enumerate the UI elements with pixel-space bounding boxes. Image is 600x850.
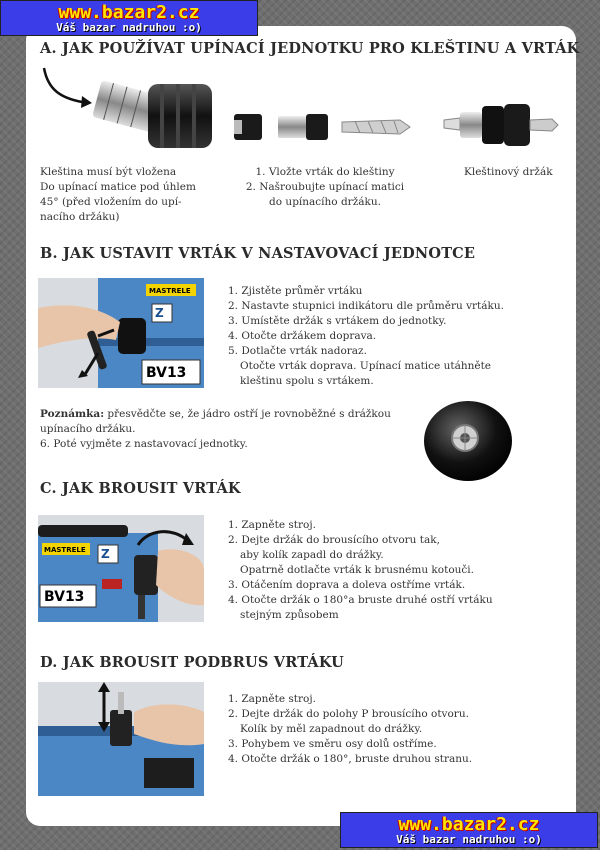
step-line: 2. Našroubujte upínací matici: [245, 181, 405, 193]
collet-holder-photo: [440, 100, 560, 150]
step-line: stejným způsobem: [240, 609, 339, 621]
step-line: 4. Otočte držákem doprava.: [228, 330, 377, 342]
step-line: 2. Nastavte stupnici indikátoru dle průměru vrtáku.: [228, 300, 504, 312]
step-line: kleštinu spolu s vrtákem.: [240, 375, 374, 387]
brand-label: MASTRELE: [44, 546, 86, 554]
section-d-steps: [228, 692, 472, 767]
step-line: Otočte vrták doprava. Upínací matice utáhněte: [240, 360, 492, 372]
step-line: Kolík by měl zapadnout do drážky.: [240, 723, 423, 735]
section-c-steps: [228, 518, 493, 623]
relief-grinding-photo: [38, 682, 204, 796]
machine-label: BV13: [146, 365, 187, 381]
caption-line: nacího držáku): [40, 211, 120, 223]
section-b-steps: [228, 284, 504, 389]
section-a-caption-left: [40, 165, 196, 225]
insert-arrow-icon: [44, 68, 82, 102]
step-line: 4. Otočte držák o 180°, bruste druhou stranu.: [228, 753, 473, 765]
section-c-title: C. JAK BROUSIT VRTÁK: [40, 480, 241, 497]
watermark-tagline: Váš bazar nadruhou :o): [396, 833, 542, 846]
step-line: 3. Umístěte držák s vrtákem do jednotky.: [228, 315, 447, 327]
step-line: 3. Pohybem ve směru osy dolů ostříme.: [228, 738, 437, 750]
section-b-note: [40, 407, 410, 452]
step-line: aby kolík zapadl do drážky.: [240, 549, 384, 561]
watermark-top: [0, 0, 258, 36]
section-a-caption-right: Kleštinový držák: [464, 166, 553, 178]
note-label: Poznámka:: [40, 408, 105, 420]
note-step: 6. Poté vyjměte z nastavovací jednotky.: [40, 438, 248, 450]
brand-label: MASTRELE: [149, 287, 191, 295]
step-line: 1. Zjistěte průměr vrtáku: [228, 285, 363, 297]
section-a-title: A. JAK POUŽÍVAT UPÍNACÍ JEDNOTKU PRO KLEŠTINU A VRTÁK: [40, 40, 580, 57]
svg-text:Z: Z: [101, 547, 110, 561]
step-line: 2. Dejte držák do polohy P brousícího otvoru.: [228, 708, 469, 720]
step-line: 1. Zapněte stroj.: [228, 519, 316, 531]
step-line: Opatrně dotlačte vrták k brusnému kotouči.: [240, 564, 474, 576]
section-a-steps: [240, 165, 410, 210]
step-line: 3. Otáčením doprava a doleva ostříme vrták.: [228, 579, 466, 591]
watermark-url: www.bazar2.cz: [58, 2, 200, 23]
parts-photo: [230, 108, 415, 148]
step-line: 5. Dotlačte vrták nadoraz.: [228, 345, 367, 357]
caption-line: Kleština musí být vložena: [40, 166, 177, 178]
watermark-tagline: Váš bazar nadruhou :o): [56, 21, 202, 34]
collet-nut-photo: [36, 60, 226, 160]
step-line: 1. Zapněte stroj.: [228, 693, 316, 705]
step-line: 1. Vložte vrták do kleštiny: [255, 166, 395, 178]
collet-nut-closeup-photo: [418, 396, 518, 486]
note-text: přesvědčte se, že jádro ostří je rovnoběžné s drážkou: [104, 408, 391, 420]
caption-line: 45° (před vložením do upí-: [40, 196, 182, 208]
grinding-photo: [38, 515, 204, 622]
watermark-url: www.bazar2.cz: [398, 814, 540, 835]
step-line: 2. Dejte držák do brousícího otvoru tak,: [228, 534, 440, 546]
step-line: do upínacího držáku.: [269, 196, 381, 208]
note-line: upínacího držáku.: [40, 423, 136, 435]
svg-text:Z: Z: [155, 306, 164, 320]
machine-label: BV13: [44, 589, 85, 605]
setting-unit-photo: [38, 278, 204, 388]
caption-line: Do upínací matice pod úhlem: [40, 181, 196, 193]
section-d-title: D. JAK BROUSIT PODBRUS VRTÁKU: [40, 654, 344, 671]
section-b-title: B. JAK USTAVIT VRTÁK V NASTAVOVACÍ JEDNOTCE: [40, 245, 476, 262]
watermark-bottom: [340, 812, 598, 848]
step-line: 4. Otočte držák o 180°a bruste druhé ostří vrtáku: [228, 594, 493, 606]
